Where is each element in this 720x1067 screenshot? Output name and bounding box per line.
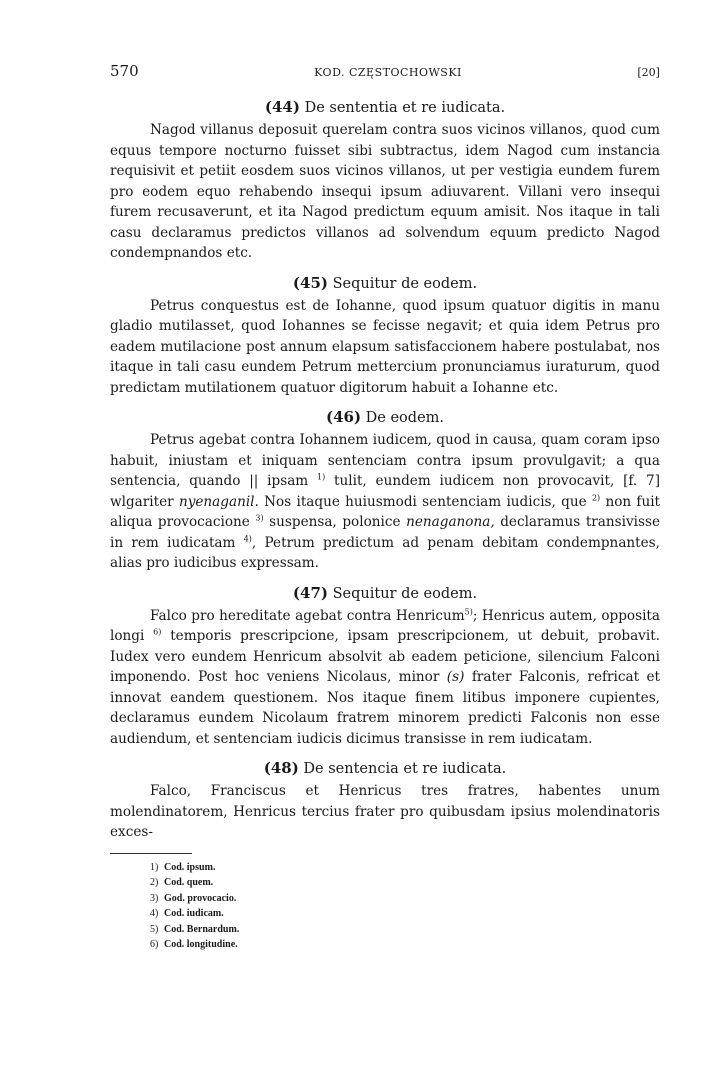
section-47 bbox=[110, 584, 660, 750]
text-run: Falco pro hereditate agebat contra Henricum bbox=[150, 607, 465, 624]
text-run: non fuit aliqua provocacione bbox=[110, 493, 661, 530]
section-46 bbox=[110, 408, 660, 574]
text-run: tulit, eundem iudicem non provocavit, [f. 7] wlgariter bbox=[110, 473, 660, 510]
section-45 bbox=[110, 274, 660, 399]
vernacular-term: nyenaganil. bbox=[178, 493, 259, 510]
footnote-ref: 6) bbox=[153, 627, 162, 637]
section-heading bbox=[110, 274, 660, 292]
section-title: Sequitur de eodem. bbox=[332, 275, 478, 292]
footnote-divider bbox=[110, 853, 192, 854]
section-text: Nagod villanus deposuit querelam contra suos vicinos villanos, quod cum equus tempore nocturno fuisset sibi subtractus, idem Nagod cum instancia requisivit et petiit eosdem suos vicinos villanos, ut per vestigia eundem furem pro eodem equo rehabendo insequi ipsum adiuvarent. Villani vero insequi furem recusaverunt, et ita Nagod predictum equum amisit. Nos itaque in tali casu declaramus predictos villanos ad solvendum equum predicto Nagod condempnandos etc. bbox=[110, 122, 660, 261]
running-title: KOD. CZĘSTOCHOWSKI bbox=[314, 66, 462, 79]
section-number: (48) bbox=[263, 759, 299, 777]
page-number: 570 bbox=[110, 62, 139, 80]
footnote-mark: 3) bbox=[150, 892, 159, 904]
section-heading bbox=[110, 98, 660, 116]
text-run: , Petrum predictum ad penam debitam condempnantes, alias pro iudicibus expressam. bbox=[110, 534, 660, 571]
footnote bbox=[150, 937, 660, 953]
footnote-ref: 3) bbox=[255, 513, 264, 523]
section-heading bbox=[110, 408, 660, 426]
section-number: (44) bbox=[264, 98, 300, 116]
footnote-ref: 1) bbox=[317, 472, 326, 482]
section-number: (45) bbox=[292, 273, 328, 292]
text-run: declaramus transivisse in rem iudicatam bbox=[110, 514, 660, 551]
section-title: De eodem. bbox=[365, 410, 445, 426]
footnote-mark: 1) bbox=[150, 861, 159, 873]
footnote-mark: 6) bbox=[150, 939, 159, 950]
text-run: Nos itaque huiusmodi sentenciam iudicis, que bbox=[258, 493, 587, 510]
running-header bbox=[110, 62, 660, 80]
text-run: ; Henricus autem, opposita longi bbox=[110, 607, 660, 644]
folio-number: [20] bbox=[637, 66, 660, 79]
footnotes bbox=[150, 860, 660, 953]
footnote bbox=[150, 922, 660, 938]
section-title: Sequitur de eodem. bbox=[332, 585, 478, 602]
section-text bbox=[110, 430, 660, 574]
footnote-text: Cod. iudicam. bbox=[164, 908, 224, 919]
footnote bbox=[150, 860, 660, 876]
footnote-ref: 2) bbox=[591, 492, 601, 502]
footnote-text: Cod. Bernardum. bbox=[164, 923, 240, 935]
footnote-text: Cod. quem. bbox=[164, 877, 214, 888]
section-title: De sentencia et re iudicata. bbox=[303, 761, 507, 777]
footnote-mark: 4) bbox=[150, 908, 159, 919]
section-number: (46) bbox=[325, 408, 362, 426]
footnote-text: Cod. ipsum. bbox=[164, 861, 216, 873]
section-heading bbox=[110, 584, 660, 602]
footnote-ref: 5) bbox=[464, 606, 473, 616]
document-page bbox=[110, 62, 660, 953]
text-run: temporis prescripcione, ipsam prescripcionem, ut debuit, probavit. Iudex vero eundem Henricum absolvit ab eadem peticione, silencium Falconi imponendo. Post hoc veniens Nicolaus, minor bbox=[110, 628, 660, 685]
section-text: Falco, Franciscus et Henricus tres fratres, habentes unum molendinatorem, Henricus tercius frater pro quibusdam ipsius molendinatoris exces- bbox=[110, 783, 660, 840]
section-text: Petrus conquestus est de Iohanne, quod ipsum quatuor digitis in manu gladio mutilasset, quod Iohannes se fecisse negavit; et quia idem Petrus pro eadem mutilacione post annum elapsum satisfaccionem habere postulabat, nos itaque in tali casu eundem Petrum mettercium pronunciamus iuraturum, quod predictam mutilationem quatuor digitorum habuit a Iohanne etc. bbox=[110, 297, 660, 396]
section-48 bbox=[110, 759, 660, 843]
section-title: De sententia et re iudicata. bbox=[304, 100, 506, 116]
footnote-mark: 2) bbox=[150, 877, 159, 888]
emendation-mark: (s) bbox=[446, 669, 465, 685]
text-run: suspensa, polonice bbox=[263, 514, 407, 530]
footnote-ref: 4) bbox=[243, 533, 252, 543]
footnote bbox=[150, 875, 660, 891]
section-number: (47) bbox=[292, 583, 328, 602]
section-44 bbox=[110, 98, 660, 264]
text-run: frater Falconis, refricat et innovat eandem questionem. Nos itaque finem litibus imponere cupientes, declaramus eundem Nicolaum fratrem minorem predicti Falconis non esse audiendum, et sentenciam iudicis dicimus transisse in rem iudicatam. bbox=[110, 669, 660, 747]
section-heading bbox=[110, 759, 660, 777]
footnote-text: Cod. longitudine. bbox=[164, 939, 238, 950]
footnote bbox=[150, 891, 660, 907]
section-text bbox=[110, 606, 660, 750]
footnote bbox=[150, 906, 660, 922]
footnote-mark: 5) bbox=[150, 923, 159, 935]
vernacular-term: nenaganona, bbox=[406, 514, 495, 530]
footnote-text: God. provocacio. bbox=[164, 892, 237, 904]
text-run: Petrus agebat contra Iohannem iudicem, quod in causa, quam coram ipso habuit, iniustam et iniquam sentenciam contra ipsum provulgavit; a qua sentencia, quando || ipsam bbox=[110, 432, 660, 489]
